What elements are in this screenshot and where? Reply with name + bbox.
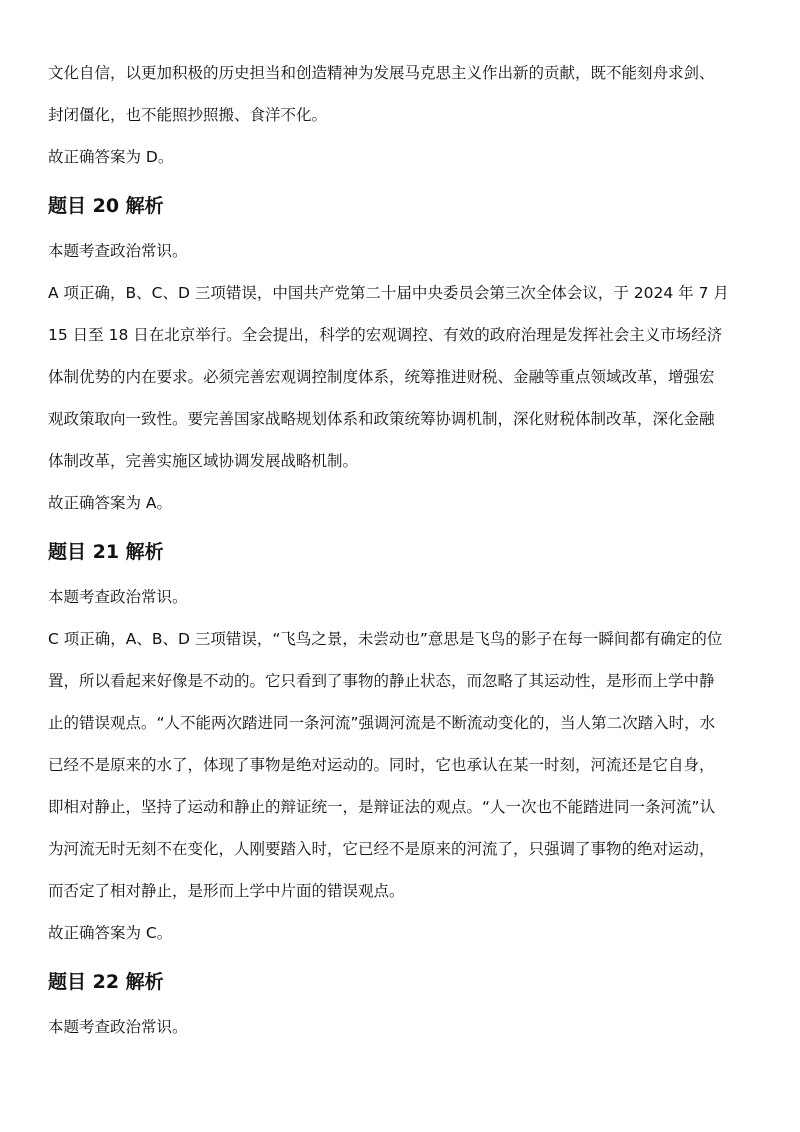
section-q21: [48, 538, 752, 954]
paragraph-line: 即相对静止，坚持了运动和静止的辩证统一，是辩证法的观点。“人一次也不能踏进同一条河流”认: [48, 798, 716, 816]
paragraph-line: 体制优势的内在要求。必须完善宏观调控制度体系，统筹推进财税、金融等重点领域改革，增强宏: [48, 368, 715, 386]
section-heading: 题目 22 解析: [48, 971, 164, 993]
paragraph-line: 15 日至 18 日在北京举行。全会提出，科学的宏观调控、有效的政府治理是发挥社会主义市场经济: [48, 326, 723, 344]
section-heading: 题目 21 解析: [48, 541, 164, 563]
paragraph-line: A 项正确，B、C、D 三项错误，中国共产党第二十届中央委员会第三次全体会议，于 2024 年 7 月: [48, 284, 729, 302]
paragraph-line: 而否定了相对静止，是形而上学中片面的错误观点。: [48, 882, 405, 900]
intro-block: [48, 52, 752, 178]
paragraph-line: 为河流无时无刻不在变化，人刚要踏入时，它已经不是原来的河流了，只强调了事物的绝对运动，: [48, 840, 715, 858]
paragraph-line: 本题考查政治常识。: [48, 242, 188, 260]
paragraph-line: 本题考查政治常识。: [48, 588, 188, 606]
paragraph-line: 观政策取向一致性。要完善国家战略规划体系和政策统筹协调机制，深化财税体制改革，深化金融: [48, 410, 715, 428]
answer-line: 故正确答案为 D。: [48, 148, 174, 166]
paragraph-line: 置，所以看起来好像是不动的。它只看到了事物的静止状态，而忽略了其运动性，是形而上学中静: [48, 672, 715, 690]
paragraph-line: 文化自信，以更加积极的历史担当和创造精神为发展马克思主义作出新的贡献，既不能刻舟求剑、: [48, 64, 715, 82]
answer-line: 故正确答案为 C。: [48, 924, 173, 942]
paragraph-line: 体制改革，完善实施区域协调发展战略机制。: [48, 452, 359, 470]
paragraph-line: 封闭僵化，也不能照抄照搬、食洋不化。: [48, 106, 328, 124]
section-q22: [48, 968, 752, 1048]
paragraph-line: 本题考查政治常识。: [48, 1018, 188, 1036]
document-page: [48, 52, 752, 1048]
paragraph-line: 已经不是原来的水了，体现了事物是绝对运动的。同时，它也承认在某一时刻，河流还是它自身，: [48, 756, 715, 774]
section-heading: 题目 20 解析: [48, 195, 164, 217]
answer-line: 故正确答案为 A。: [48, 494, 173, 512]
paragraph-line: 止的错误观点。“人不能两次踏进同一条河流”强调河流是不断流动变化的，当人第二次踏入时，水: [48, 714, 716, 732]
section-q20: [48, 192, 752, 524]
paragraph-line: C 项正确，A、B、D 三项错误，“飞鸟之景，未尝动也”意思是飞鸟的影子在每一瞬间都有确定的位: [48, 630, 723, 648]
